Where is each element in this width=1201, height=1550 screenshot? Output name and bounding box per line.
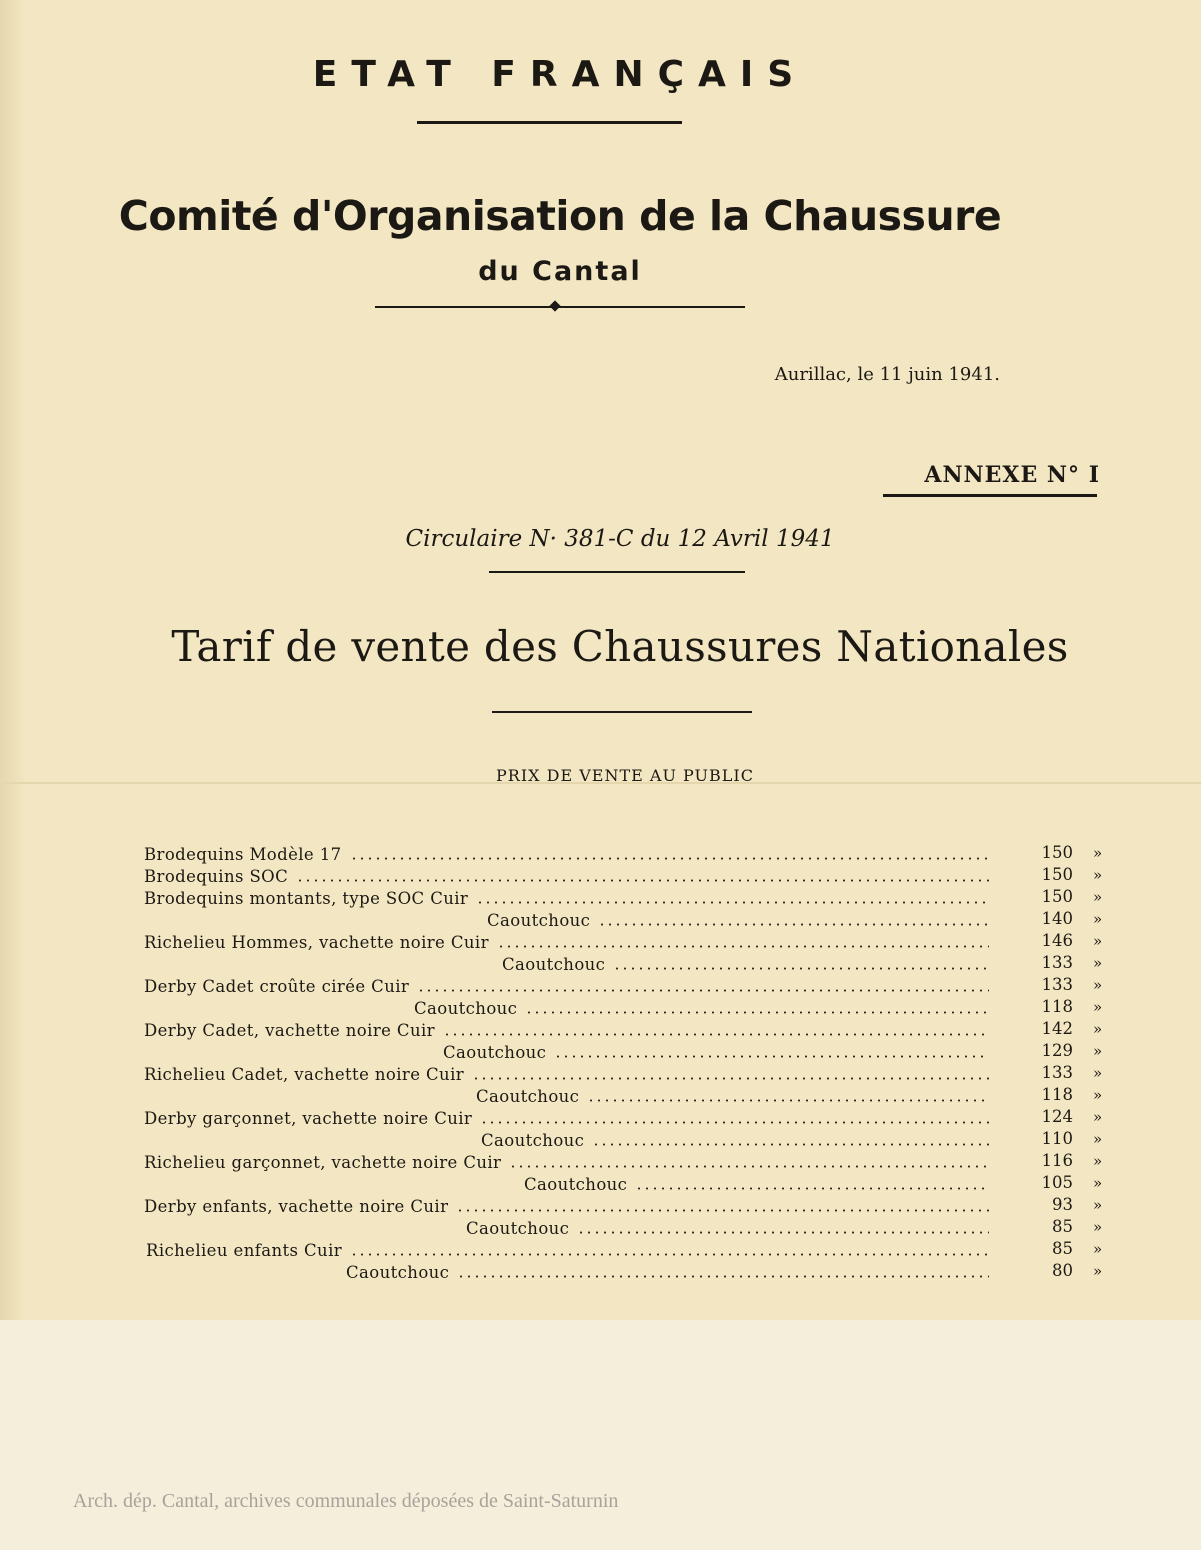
price-item (144, 1151, 989, 1173)
dot-leader (472, 1077, 989, 1080)
price-item (144, 1019, 989, 1041)
price-row (0, 887, 1201, 909)
price-row (0, 1173, 1201, 1195)
price-item (524, 1173, 989, 1195)
dot-leader (296, 879, 989, 882)
archive-credit: Arch. dép. Cantal, archives communales déposées de Saint-Saturnin (73, 1490, 619, 1512)
dot-leader (480, 1121, 989, 1124)
header-rule (417, 121, 682, 124)
item-label: Brodequins SOC (144, 866, 289, 886)
ditto-mark: » (1093, 998, 1103, 1016)
ditto-mark: » (1093, 932, 1103, 950)
item-label: Derby Cadet, vachette noire Cuir (144, 1020, 435, 1040)
item-price: 85 (1052, 1217, 1073, 1236)
item-label: Derby garçonnet, vachette noire Cuir (144, 1108, 473, 1128)
price-item (144, 1063, 989, 1085)
ditto-mark: » (1093, 888, 1103, 906)
section-heading: PRIX DE VENTE AU PUBLIC (496, 766, 754, 785)
price-row (0, 997, 1201, 1019)
price-row (0, 1151, 1201, 1173)
region-subtitle: du Cantal (478, 256, 642, 287)
state-header: ETAT FRANÇAIS (312, 54, 808, 95)
item-label: Richelieu garçonnet, vachette noire Cuir (144, 1152, 502, 1172)
ditto-mark: » (1093, 1240, 1103, 1258)
price-row (0, 1195, 1201, 1217)
price-row (0, 1261, 1201, 1283)
scan-margin (0, 1320, 1201, 1550)
item-label: Caoutchouc (487, 910, 591, 930)
annex-underline (883, 494, 1097, 497)
dot-leader (525, 1011, 989, 1014)
price-row (0, 975, 1201, 997)
item-price: 133 (1041, 975, 1073, 994)
item-label: Caoutchouc (476, 1086, 580, 1106)
item-label: Caoutchouc (443, 1042, 547, 1062)
dot-leader (476, 901, 989, 904)
item-label: Caoutchouc (481, 1130, 585, 1150)
item-label: Caoutchouc (466, 1218, 570, 1238)
price-row (0, 953, 1201, 975)
item-price: 133 (1041, 953, 1073, 972)
item-price: 129 (1041, 1041, 1073, 1060)
item-label: Richelieu Hommes, vachette noire Cuir (144, 932, 489, 952)
price-row (0, 1063, 1201, 1085)
ditto-mark: » (1093, 1042, 1103, 1060)
price-item (144, 1195, 989, 1217)
date-line: Aurillac, le 11 juin 1941. (774, 364, 1000, 385)
price-row (0, 1041, 1201, 1063)
dot-leader (457, 1275, 989, 1278)
dot-leader (497, 945, 989, 948)
ditto-mark: » (1093, 1020, 1103, 1038)
item-label: Richelieu Cadet, vachette noire Cuir (144, 1064, 465, 1084)
dot-leader (350, 857, 989, 860)
item-price: 116 (1041, 1151, 1073, 1170)
ditto-mark: » (1093, 1086, 1103, 1104)
item-price: 105 (1041, 1173, 1073, 1192)
item-price: 124 (1041, 1107, 1073, 1126)
dot-leader (350, 1253, 989, 1256)
price-item (144, 975, 989, 997)
item-price: 118 (1041, 997, 1073, 1016)
price-row (0, 843, 1201, 865)
dot-leader (509, 1165, 989, 1168)
item-price: 133 (1041, 1063, 1073, 1082)
annex-label: ANNEXE N° I (924, 462, 1100, 488)
price-row (0, 1217, 1201, 1239)
price-item (144, 931, 989, 953)
price-item (346, 1261, 989, 1283)
dot-leader (443, 1033, 989, 1036)
ditto-mark: » (1093, 866, 1103, 884)
item-label: Caoutchouc (502, 954, 606, 974)
price-item (466, 1217, 989, 1239)
ditto-mark: » (1093, 1196, 1103, 1214)
price-row (0, 1085, 1201, 1107)
item-price: 110 (1041, 1129, 1073, 1148)
item-label: Caoutchouc (524, 1174, 628, 1194)
price-row (0, 1019, 1201, 1041)
ditto-mark: » (1093, 1130, 1103, 1148)
ditto-mark: » (1093, 1262, 1103, 1280)
price-item (144, 843, 989, 865)
item-label: Brodequins Modèle 17 (144, 844, 342, 864)
price-item (144, 887, 989, 909)
item-label: Derby enfants, vachette noire Cuir (144, 1196, 449, 1216)
dot-leader (456, 1209, 989, 1212)
item-price: 140 (1041, 909, 1073, 928)
price-item (481, 1129, 989, 1151)
committee-title: Comité d'Organisation de la Chaussure (118, 192, 1002, 240)
ditto-mark: » (1093, 954, 1103, 972)
price-row (0, 1239, 1201, 1261)
price-item (414, 997, 989, 1019)
item-label: Brodequins montants, type SOC Cuir (144, 888, 469, 908)
ditto-mark: » (1093, 910, 1103, 928)
ditto-mark: » (1093, 1218, 1103, 1236)
price-item (502, 953, 989, 975)
price-item (146, 1239, 989, 1261)
dot-leader (635, 1187, 989, 1190)
price-row (0, 909, 1201, 931)
item-price: 118 (1041, 1085, 1073, 1104)
item-price: 142 (1041, 1019, 1073, 1038)
price-row (0, 865, 1201, 887)
item-price: 85 (1052, 1239, 1073, 1258)
price-row (0, 931, 1201, 953)
circular-rule (489, 571, 745, 573)
item-label: Caoutchouc (414, 998, 518, 1018)
price-row (0, 1129, 1201, 1151)
dot-leader (587, 1099, 989, 1102)
item-label: Derby Cadet croûte cirée Cuir (144, 976, 410, 996)
item-price: 150 (1041, 887, 1073, 906)
item-price: 150 (1041, 843, 1073, 862)
dot-leader (613, 967, 989, 970)
dot-leader (417, 989, 989, 992)
ditto-mark: » (1093, 1152, 1103, 1170)
price-item (144, 865, 989, 887)
price-item (487, 909, 989, 931)
dot-leader (598, 923, 989, 926)
ditto-mark: » (1093, 1174, 1103, 1192)
item-label: Richelieu enfants Cuir (146, 1240, 343, 1260)
dot-leader (554, 1055, 989, 1058)
dot-leader (592, 1143, 989, 1146)
item-price: 146 (1041, 931, 1073, 950)
item-price: 80 (1052, 1261, 1073, 1280)
item-price: 150 (1041, 865, 1073, 884)
price-list (0, 843, 1201, 1283)
price-item (144, 1107, 989, 1129)
document-title: Tarif de vente des Chaussures Nationales (171, 622, 1069, 671)
circular-reference: Circulaire N· 381-C du 12 Avril 1941 (405, 526, 835, 552)
price-item (443, 1041, 989, 1063)
price-row (0, 1107, 1201, 1129)
ditto-mark: » (1093, 976, 1103, 994)
price-item (476, 1085, 989, 1107)
ditto-mark: » (1093, 1108, 1103, 1126)
item-price: 93 (1052, 1195, 1073, 1214)
ditto-mark: » (1093, 844, 1103, 862)
dot-leader (577, 1231, 989, 1234)
title-rule (492, 711, 752, 713)
ditto-mark: » (1093, 1064, 1103, 1082)
item-label: Caoutchouc (346, 1262, 450, 1282)
